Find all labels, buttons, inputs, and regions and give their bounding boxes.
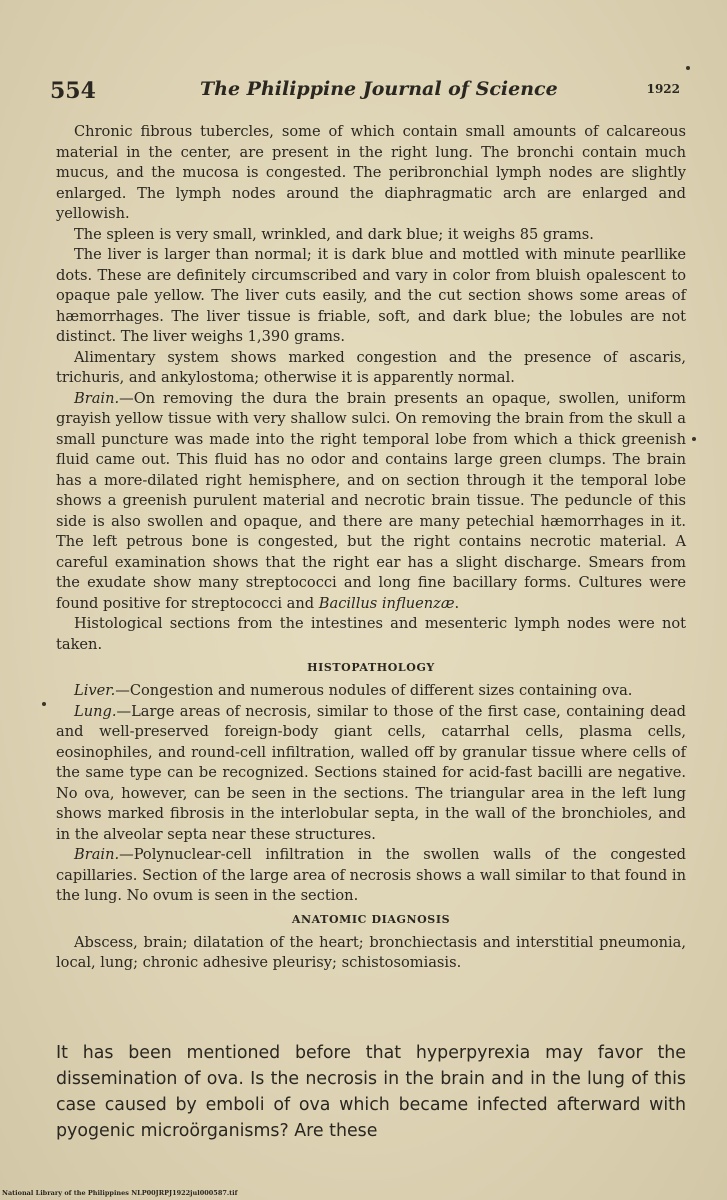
paragraph-spleen: The spleen is very small, wrinkled, and dark blue; it weighs 85 grams. [74,225,594,243]
bullet-mark [42,702,46,706]
paragraph-histo-lung [56,702,686,846]
speck-mark [692,437,696,441]
histo-liver-text: —Congestion and numerous nodules of different sizes containing ova. [115,682,633,699]
article-body [56,122,686,974]
anatomic-diagnosis-heading: ANATOMIC DIAGNOSIS [291,912,451,926]
histo-brain-text: —Polynuclear-cell infiltration in the swollen walls of the congested capillaries. Section of the large area of necrosis shows a wall similar to that found in the lung. No ovum is seen in the section. [56,846,686,904]
paragraph-discussion: It has been mentioned before that hyperpyrexia may favor the dissemination of ova. Is the necrosis in the brain and in the lung of this case caused by emboli of ova which became infected afterward with pyogenic microörganisms? Are these [56,1043,686,1141]
speck-mark [686,66,690,70]
paragraph-histo-liver [56,681,686,702]
brain-text: —On removing the dura the brain presents an opaque, swollen, uniform grayish yellow tissue with very shallow sulci. On removing the brain from the skull a small puncture was made into the right temporal lobe from which a thick greenish fluid came out. This fluid has no odor and contains large green clumps. The brain has a more-dilated right hemisphere, and on section through it the temporal lobe shows a greenish purulent material and necrotic brain tissue. The peduncle of this side is also swollen and opaque, and there are many petechial hæmorrhages in it. The left petrous bone is congested, but the right contains necrotic material. A careful examination shows that the right ear has a slight discharge. Smears from the exudate show many streptococci and long fine bacillary forms. Cultures were found positive for streptococci and [56,389,686,612]
bacillus-name: Bacillus influenzæ [318,594,455,612]
paragraph-lung-findings: Chronic fibrous tubercles, some of which contain small amounts of calcareous material in the center, are present in the right lung. The bronchi contain much mucus, and the mucosa is congested. The peribronchial lymph nodes are slightly enlarged. The lymph nodes around the diaphragmatic arch are enlarged and yellowish. [56,123,686,222]
histo-brain-lead: Brain. [74,846,120,863]
paragraph-anatomic-diagnosis: Abscess, brain; dilatation of the heart; bronchiectasis and interstitial pneumonia, local, lung; chronic adhesive pleurisy; schistosomiasis. [56,933,686,971]
journal-title: The Philippine Journal of Science [200,78,558,100]
paragraph-alimentary: Alimentary system shows marked congestion and the presence of ascaris, trichuris, and ankylostoma; otherwise it is apparently normal. [56,348,686,386]
paragraph-histo-brain [56,845,686,907]
paragraph-liver: The liver is larger than normal; it is dark blue and mottled with minute pearllike dots. These are definitely circumscribed and vary in color from bluish opalescent to opaque pale yellow. The liver cuts easily, and the cut section shows some areas of hæmorrhages. The liver tissue is friable, soft, and dark blue; the lobules are not distinct. The liver weighs 1,390 grams. [56,246,686,345]
histopathology-heading: HISTOPATHOLOGY [307,661,435,674]
brain-end: . [454,594,460,612]
header-year: 1922 [646,82,680,96]
scan-footer: National Library of the Philippines NLP00JRPJ1922jul000587.tif [2,1189,238,1197]
running-header [50,74,680,110]
discussion-block [56,1040,686,1144]
histo-liver-lead: Liver. [74,682,116,699]
histo-lung-text: —Large areas of necrosis, similar to those of the first case, containing dead and well-preserved foreign-body giant cells, catarrhal cells, plasma cells, eosinophiles, and round-cell infiltration, walled off by granular tissue where cells of the same type can be recognized. Sections stained for acid-fast bacilli are negative. No ova, however, can be seen in the sections. The triangular area in the left lung shows marked fibrosis in the interlobular septa, in the wall of the bronchioles, and in the alveolar septa near these structures. [56,702,686,843]
brain-lead: Brain. [74,389,120,407]
paragraph-histology-note: Histological sections from the intestines and mesenteric lymph nodes were not taken. [56,615,686,653]
paragraph-brain [56,389,686,615]
histo-lung-lead: Lung. [74,702,117,720]
page-number: 554 [50,78,96,104]
